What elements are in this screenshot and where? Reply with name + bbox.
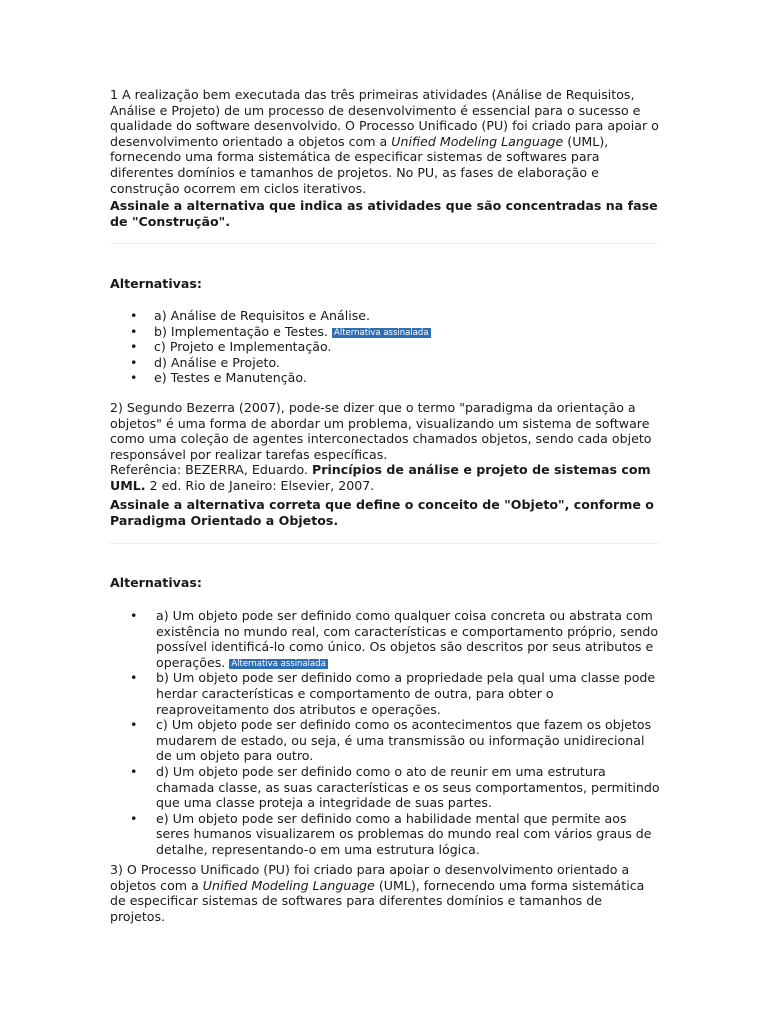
option-text: e) Testes e Manutenção. xyxy=(154,370,307,386)
q2-reference-title: Princípios de análise e projeto de sistemas com UML. xyxy=(110,462,651,493)
bullet-icon: • xyxy=(130,717,138,733)
option-text: d) Um objeto pode ser definido como o ato de reunir em uma estrutura chamada classe, as suas características e os seus comportamentos, permitindo que uma classe proteja a integridade de suas partes. xyxy=(156,763,660,811)
option-text: c) Projeto e Implementação. xyxy=(154,339,332,355)
bullet-icon: • xyxy=(130,810,138,826)
q2-alternatives-label: Alternativas: xyxy=(110,575,202,590)
q1-intro-text-end: (UML), fornecendo uma forma sistemática de especificar sistemas de softwares para diferentes domínios e tamanhos de projetos. No PU, as fases de elaboração e construção ocorrem em ciclos iterativos. xyxy=(110,133,609,196)
option-text: b) Um objeto pode ser definido como a propriedade pela qual uma classe pode herdar características e comportamento de outra, para obter o reaproveitamento dos atributos e operações. xyxy=(156,670,656,717)
q1-question-text: Assinale a alternativa que indica as atividades que são concentradas na fase de "Construção". xyxy=(110,198,658,229)
q2-option-0 xyxy=(110,608,660,670)
option-text: e) Um objeto pode ser definido como a habilidade mental que permite aos seres humanos visualizarem os problemas do mundo real com vários graus de detalhe, representando-o em uma estrutura lógica. xyxy=(156,810,652,857)
q2-question-text: Assinale a alternativa correta que define o conceito de "Objeto", conforme o Paradigma Orientado a Objetos. xyxy=(110,497,654,528)
bullet-icon: • xyxy=(130,670,138,686)
q1-option-0 xyxy=(110,308,660,324)
bullet-icon: • xyxy=(130,323,138,339)
q2-option-1 xyxy=(110,670,660,717)
q2-option-4 xyxy=(110,811,660,858)
question-1-intro xyxy=(110,87,660,196)
q1-alternatives-label: Alternativas: xyxy=(110,276,202,291)
q3-intro-text-end: (UML), fornecendo uma forma sistemática de especificar sistemas de softwares para diferentes domínios e tamanhos de projetos. xyxy=(110,877,645,924)
q1-options-list xyxy=(110,308,660,386)
q2-intro-text: 2) Segundo Bezerra (2007), pode-se dizer que o termo "paradigma da orientação a objetos" é uma forma de abordar um problema, visualizando um sistema de software como uma coleção de agentes interconectados chamados objetos, sendo cada objeto responsável por realizar tarefas específicas. xyxy=(110,400,652,462)
selected-answer-badge: Alternativa assinalada xyxy=(231,658,326,669)
bullet-icon: • xyxy=(130,608,138,623)
divider-1 xyxy=(110,243,658,244)
q1-option-2 xyxy=(110,339,660,355)
option-text: a) Um objeto pode ser definido como qualquer coisa concreta ou abstrata com existência no mundo real, com características e comportamento próprio, sendo possível identificá-lo como único. Os objetos são descritos por seus atributos e operações. xyxy=(156,608,659,670)
q1-option-3 xyxy=(110,355,660,371)
question-2-intro xyxy=(110,400,660,494)
bullet-icon: • xyxy=(130,308,138,323)
q3-intro-text: 3) O Processo Unificado (PU) foi criado para apoiar o desenvolvimento orientado a objetos com a xyxy=(110,862,630,893)
question-1-prompt xyxy=(110,198,660,229)
selected-answer-badge: Alternativa assinalada xyxy=(334,327,429,338)
bullet-icon: • xyxy=(130,354,138,370)
q1-option-1 xyxy=(110,324,660,340)
question-3-intro xyxy=(110,862,660,924)
bullet-icon: • xyxy=(130,370,138,386)
divider-2 xyxy=(110,543,658,544)
question-2-prompt xyxy=(110,497,660,528)
option-text: b) Implementação e Testes. xyxy=(154,323,328,339)
q2-option-3 xyxy=(110,764,660,811)
q2-reference: Referência: BEZERRA, Eduardo. Princípios de análise e projeto de sistemas com UML. 2 ed. Rio de Janeiro: Elsevier, 2007. xyxy=(110,462,651,493)
q2-options-list xyxy=(110,608,660,858)
q1-intro-text: 1 A realização bem executada das três primeiras atividades (Análise de Requisitos, Análise e Projeto) de um processo de desenvolvimento é essencial para o sucesso e qualidade do software desenvolvido. O Processo Unificado (PU) foi criado para apoiar o desenvolvimento orientado a objetos com a xyxy=(110,87,659,149)
q2-option-2 xyxy=(110,717,660,764)
q1-option-4 xyxy=(110,370,660,386)
bullet-icon: • xyxy=(130,763,138,779)
q1-intro-italic: Unified Modeling Language xyxy=(391,133,564,149)
q3-intro-italic: Unified Modeling Language xyxy=(202,877,375,893)
bullet-icon: • xyxy=(130,339,138,355)
option-text: a) Análise de Requisitos e Análise. xyxy=(154,308,371,323)
option-text: d) Análise e Projeto. xyxy=(154,354,280,370)
option-text: c) Um objeto pode ser definido como os acontecimentos que fazem os objetos mudarem de estado, ou seja, é uma transmissão ou informação unidirecional de um objeto para outro. xyxy=(156,717,652,764)
